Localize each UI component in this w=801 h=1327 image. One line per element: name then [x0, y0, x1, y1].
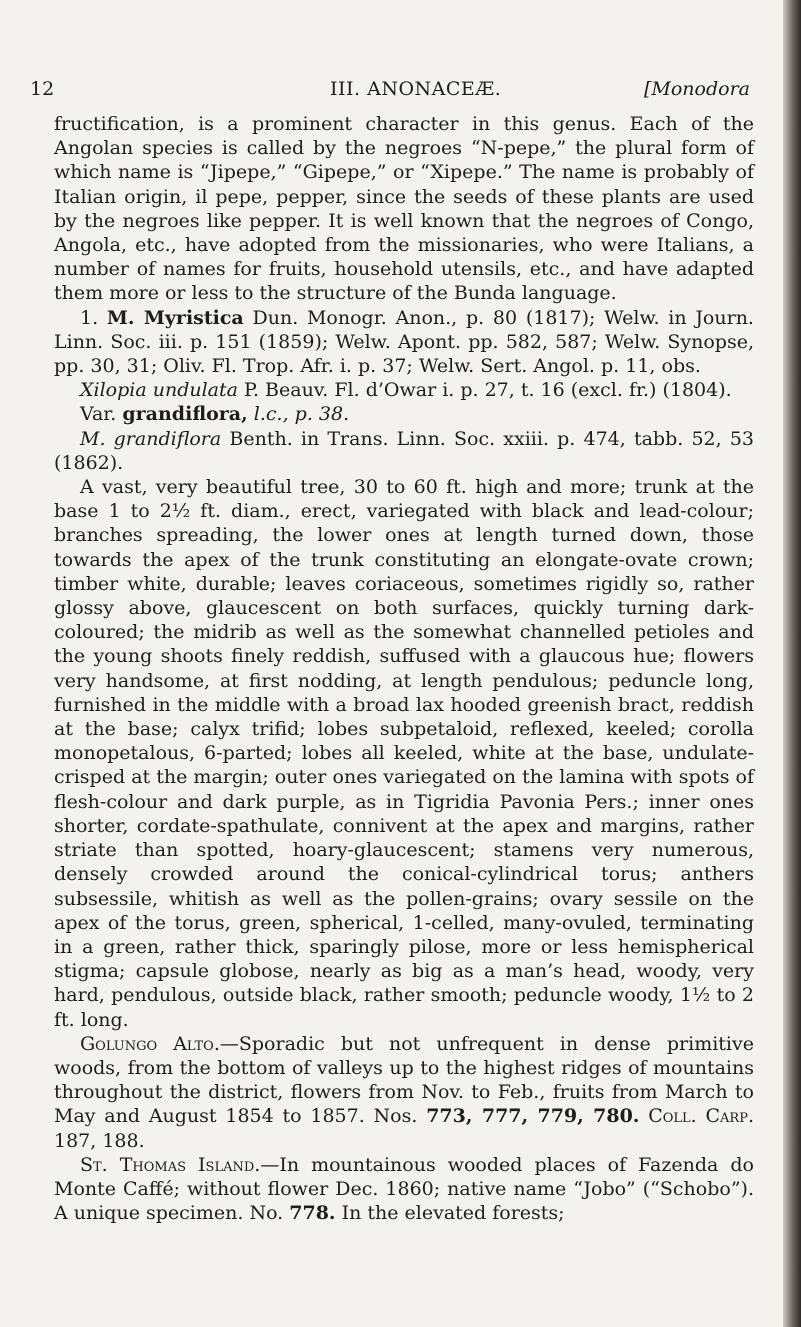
chapter-title: III. ANONACEÆ.	[330, 78, 502, 100]
synonym-citation: P. Beauv. Fl. d’Owar i. p. 27, t. 16 (excl. fr.) (1804).	[244, 379, 732, 402]
synonym-name: Xilopia undulata	[80, 379, 238, 402]
locality-st-thomas-number: 778.	[289, 1202, 336, 1225]
page-body	[54, 112, 754, 1225]
variety-synonym-entry	[54, 427, 754, 475]
variety-synonym-citation: Benth. in Trans. Linn. Soc. xxiii. p. 474, tabb. 52, 53 (1862).	[54, 427, 754, 474]
locality-golungo-coll: Coll. Carp. 187, 188.	[54, 1105, 754, 1152]
locality-golungo-text: —Sporadic but not unfrequent in dense primitive woods, from the bottom of valleys up to the highest ridges of mountains throughout the district, flowers from Nov. to Feb., fruits from March to May and August 1854 to 1857. Nos.	[54, 1032, 754, 1128]
locality-st-thomas-text: —In mountainous wooded places of Fazenda do Monte Caffé; without flower Dec. 1860; native name “Jobo” (“Schobo”). A unique specimen. No.	[54, 1153, 754, 1225]
species-citation: Dun. Monogr. Anon., p. 80 (1817); Welw. in Journ. Linn. Soc. iii. p. 151 (1859); Welw. Apont. pp. 582, 587; Welw. Synopse, pp. 30, 31; Oliv. Fl. Trop. Afr. i. p. 37; Welw. Sert. Angol. p. 11, obs.	[54, 306, 754, 378]
genus-header: [Monodora	[644, 78, 750, 100]
locality-st-thomas	[54, 1153, 754, 1226]
locality-golungo-name: Golungo Alto.	[80, 1032, 220, 1055]
variety-prefix: Var.	[80, 403, 117, 426]
species-number: 1.	[80, 306, 99, 329]
running-header	[30, 78, 750, 110]
locality-st-thomas-name: St. Thomas Island.	[80, 1153, 261, 1176]
locality-st-thomas-tail: In the elevated forests;	[341, 1202, 565, 1225]
locality-golungo-numbers: 773, 777, 779, 780.	[426, 1105, 640, 1128]
variety-synonym-name: M. grandiflora	[80, 427, 222, 450]
variety-name: grandiflora,	[122, 403, 248, 426]
species-entry	[54, 306, 754, 379]
species-description: A vast, very beautiful tree, 30 to 60 ft. high and more; trunk at the base 1 to 2½ ft. diam., erect, variegated with black and lead-colour; branches spreading, the lower ones at length turned down, those towards the apex of the trunk constituting an elongate-ovate crown; timber white, durable; leaves coriaceous, sometimes rigidly so, rather glossy above, glaucescent on both surfaces, quickly turning dark-coloured; the midrib as well as the somewhat channelled petioles and the young shoots finely reddish, suffused with a glaucous hue; flowers very handsome, at first nodding, at length pendulous; peduncle long, furnished in the middle with a broad lax hooded greenish bract, reddish at the base; calyx trifid; lobes subpetaloid, reflexed, keeled; corolla monopetalous, 6-parted; lobes all keeled, white at the base, undulate-crisped at the margin; outer ones variegated on the lamina with spots of flesh-colour and dark purple, as in Tigridia Pavonia Pers.; inner ones shorter, cordate-spathulate, connivent at the apex and margins, rather striate than spotted, hoary-glaucescent; stamens very numerous, densely crowded around the conical-cylindrical torus; anthers subsessile, whitish as well as the pollen-grains; ovary sessile on the apex of the torus, green, spherical, 1-celled, many-ovuled, terminating in a green, rather thick, sparingly pilose, more or less hemispherical stigma; capsule globose, nearly as big as a man’s head, woody, very hard, pendulous, outside black, rather smooth; peduncle woody, 1½ to 2 ft. long.	[54, 476, 754, 1031]
species-name: M. Myristica	[106, 306, 244, 329]
synonym-entry	[54, 378, 754, 402]
page-binding-edge	[783, 0, 801, 1327]
variety-entry	[54, 402, 754, 426]
locality-golungo	[54, 1032, 754, 1153]
page-number: 12	[30, 78, 55, 100]
intro-paragraph: fructification, is a prominent character in this genus. Each of the Angolan species is called by the negroes “N-pepe,” the plural form of which name is “Jipepe,” “Gipepe,” or “Xipepe.” The name is probably of Italian origin, il pepe, pepper, since the seeds of these plants are used by the negroes like pepper. It is well known that the negroes of Congo, Angola, etc., have adopted from the missionaries, who were Italians, a number of names for fruits, household utensils, etc., and have adapted them more or less to the structure of the Bunda language.	[54, 113, 754, 305]
variety-citation: l.c., p. 38.	[253, 403, 350, 426]
